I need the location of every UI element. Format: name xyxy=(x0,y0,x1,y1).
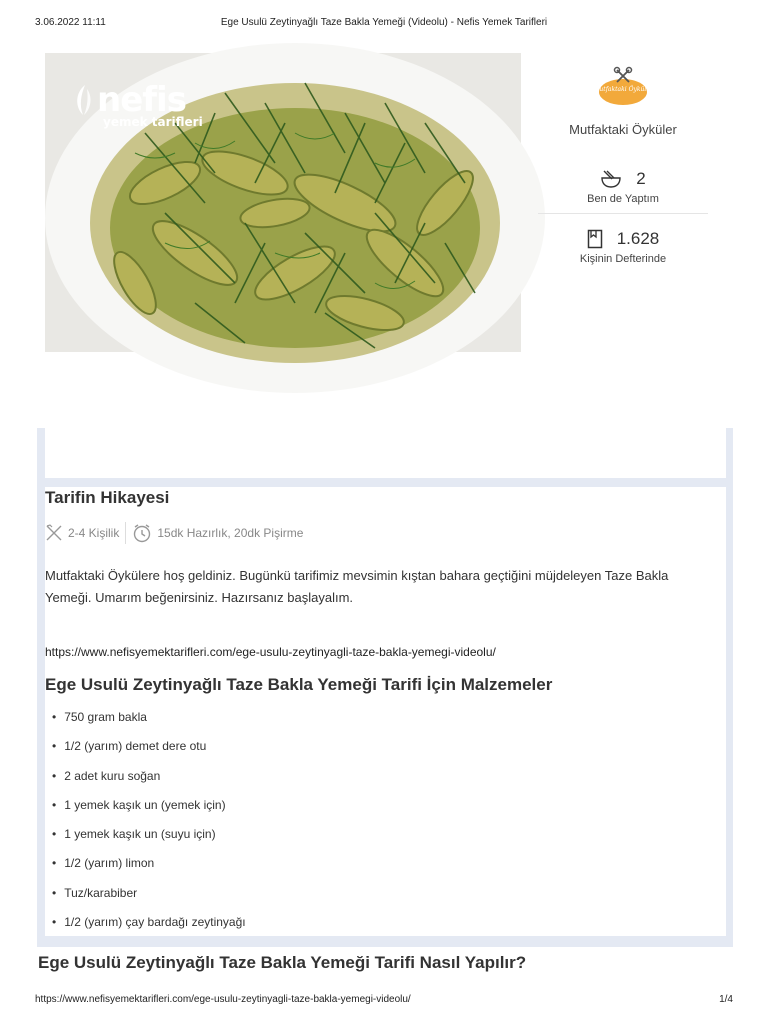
print-footer xyxy=(35,994,733,1005)
author-name[interactable]: Mutfaktaki Öyküler xyxy=(569,122,677,137)
made-it-count: 2 xyxy=(636,169,646,188)
nefis-logo xyxy=(73,80,203,129)
footer-url: https://www.nefisyemektarifleri.com/ege-usulu-zeytinyagli-taze-bakla-yemegi-videolu/ xyxy=(35,994,411,1005)
recipe-photo xyxy=(45,53,521,352)
saved-stat[interactable] xyxy=(538,228,708,265)
ingredient-item: • 750 gram bakla xyxy=(52,708,246,737)
ad-placeholder-panel xyxy=(45,428,726,478)
time-text: 15dk Hazırlık, 20dk Pişirme xyxy=(157,526,304,540)
howto-title: Ege Usulü Zeytinyağlı Taze Bakla Yemeği Tarifi Nasıl Yapılır? xyxy=(38,953,527,972)
author-box[interactable] xyxy=(538,66,708,137)
meta-divider xyxy=(125,522,126,544)
ingredients-list xyxy=(52,708,246,942)
ingredient-item: • 2 adet kuru soğan xyxy=(52,767,246,796)
recipe-link[interactable]: https://www.nefisyemektarifleri.com/ege-usulu-zeytinyagli-taze-bakla-yemegi-videolu/ xyxy=(45,645,496,659)
print-header xyxy=(35,17,733,31)
clock-icon xyxy=(132,523,152,543)
print-date: 3.06.2022 11:11 xyxy=(35,17,106,28)
ingredient-item: • Tuz/karabiber xyxy=(52,884,246,913)
notebook-icon xyxy=(587,229,603,249)
ingredient-item: • 1 yemek kaşık un (suyu için) xyxy=(52,825,246,854)
story-text: Mutfaktaki Öykülere hoş geldiniz. Bugünkü tarifimiz mevsimin kıştan bahara geçtiğini müjdeleyen Taze Bakla Yemeği. Umarım beğenirsiniz. Hazırsanız başlayalım. xyxy=(45,568,669,605)
servings-text: 2-4 Kişilik xyxy=(68,526,120,540)
author-avatar[interactable] xyxy=(593,66,653,106)
fork-knife-icon xyxy=(45,524,63,542)
page-number: 1/4 xyxy=(719,994,733,1005)
leaf-logo-icon xyxy=(73,83,95,117)
ingredient-item: • 1/2 (yarım) çay bardağı zeytinyağı xyxy=(52,913,246,942)
bowl-icon xyxy=(600,170,622,188)
recipe-meta xyxy=(45,522,303,544)
ingredients-title: Ege Usulü Zeytinyağlı Taze Bakla Yemeği Tarifi İçin Malzemeler xyxy=(45,675,553,694)
ingredient-item: • 1 yemek kaşık un (yemek için) xyxy=(52,796,246,825)
avatar-text: Mutfaktaki Öyküler xyxy=(593,86,653,93)
story-title: Tarifin Hikayesi xyxy=(45,488,170,507)
author-avatar-logo xyxy=(593,66,653,106)
logo-brand-text: nefis xyxy=(97,80,186,120)
ingredient-item: • 1/2 (yarım) demet dere otu xyxy=(52,737,246,766)
print-title: Ege Usulü Zeytinyağlı Taze Bakla Yemeği (Videolu) - Nefis Yemek Tarifleri xyxy=(220,17,548,28)
saved-count: 1.628 xyxy=(616,229,660,248)
saved-label: Kişinin Defterinde xyxy=(579,253,667,265)
ingredient-item: • 1/2 (yarım) limon xyxy=(52,854,246,883)
made-it-label: Ben de Yaptım xyxy=(587,193,659,205)
made-it-stat[interactable] xyxy=(538,168,708,214)
logo-sub-text: yemek tarifleri xyxy=(103,115,203,129)
